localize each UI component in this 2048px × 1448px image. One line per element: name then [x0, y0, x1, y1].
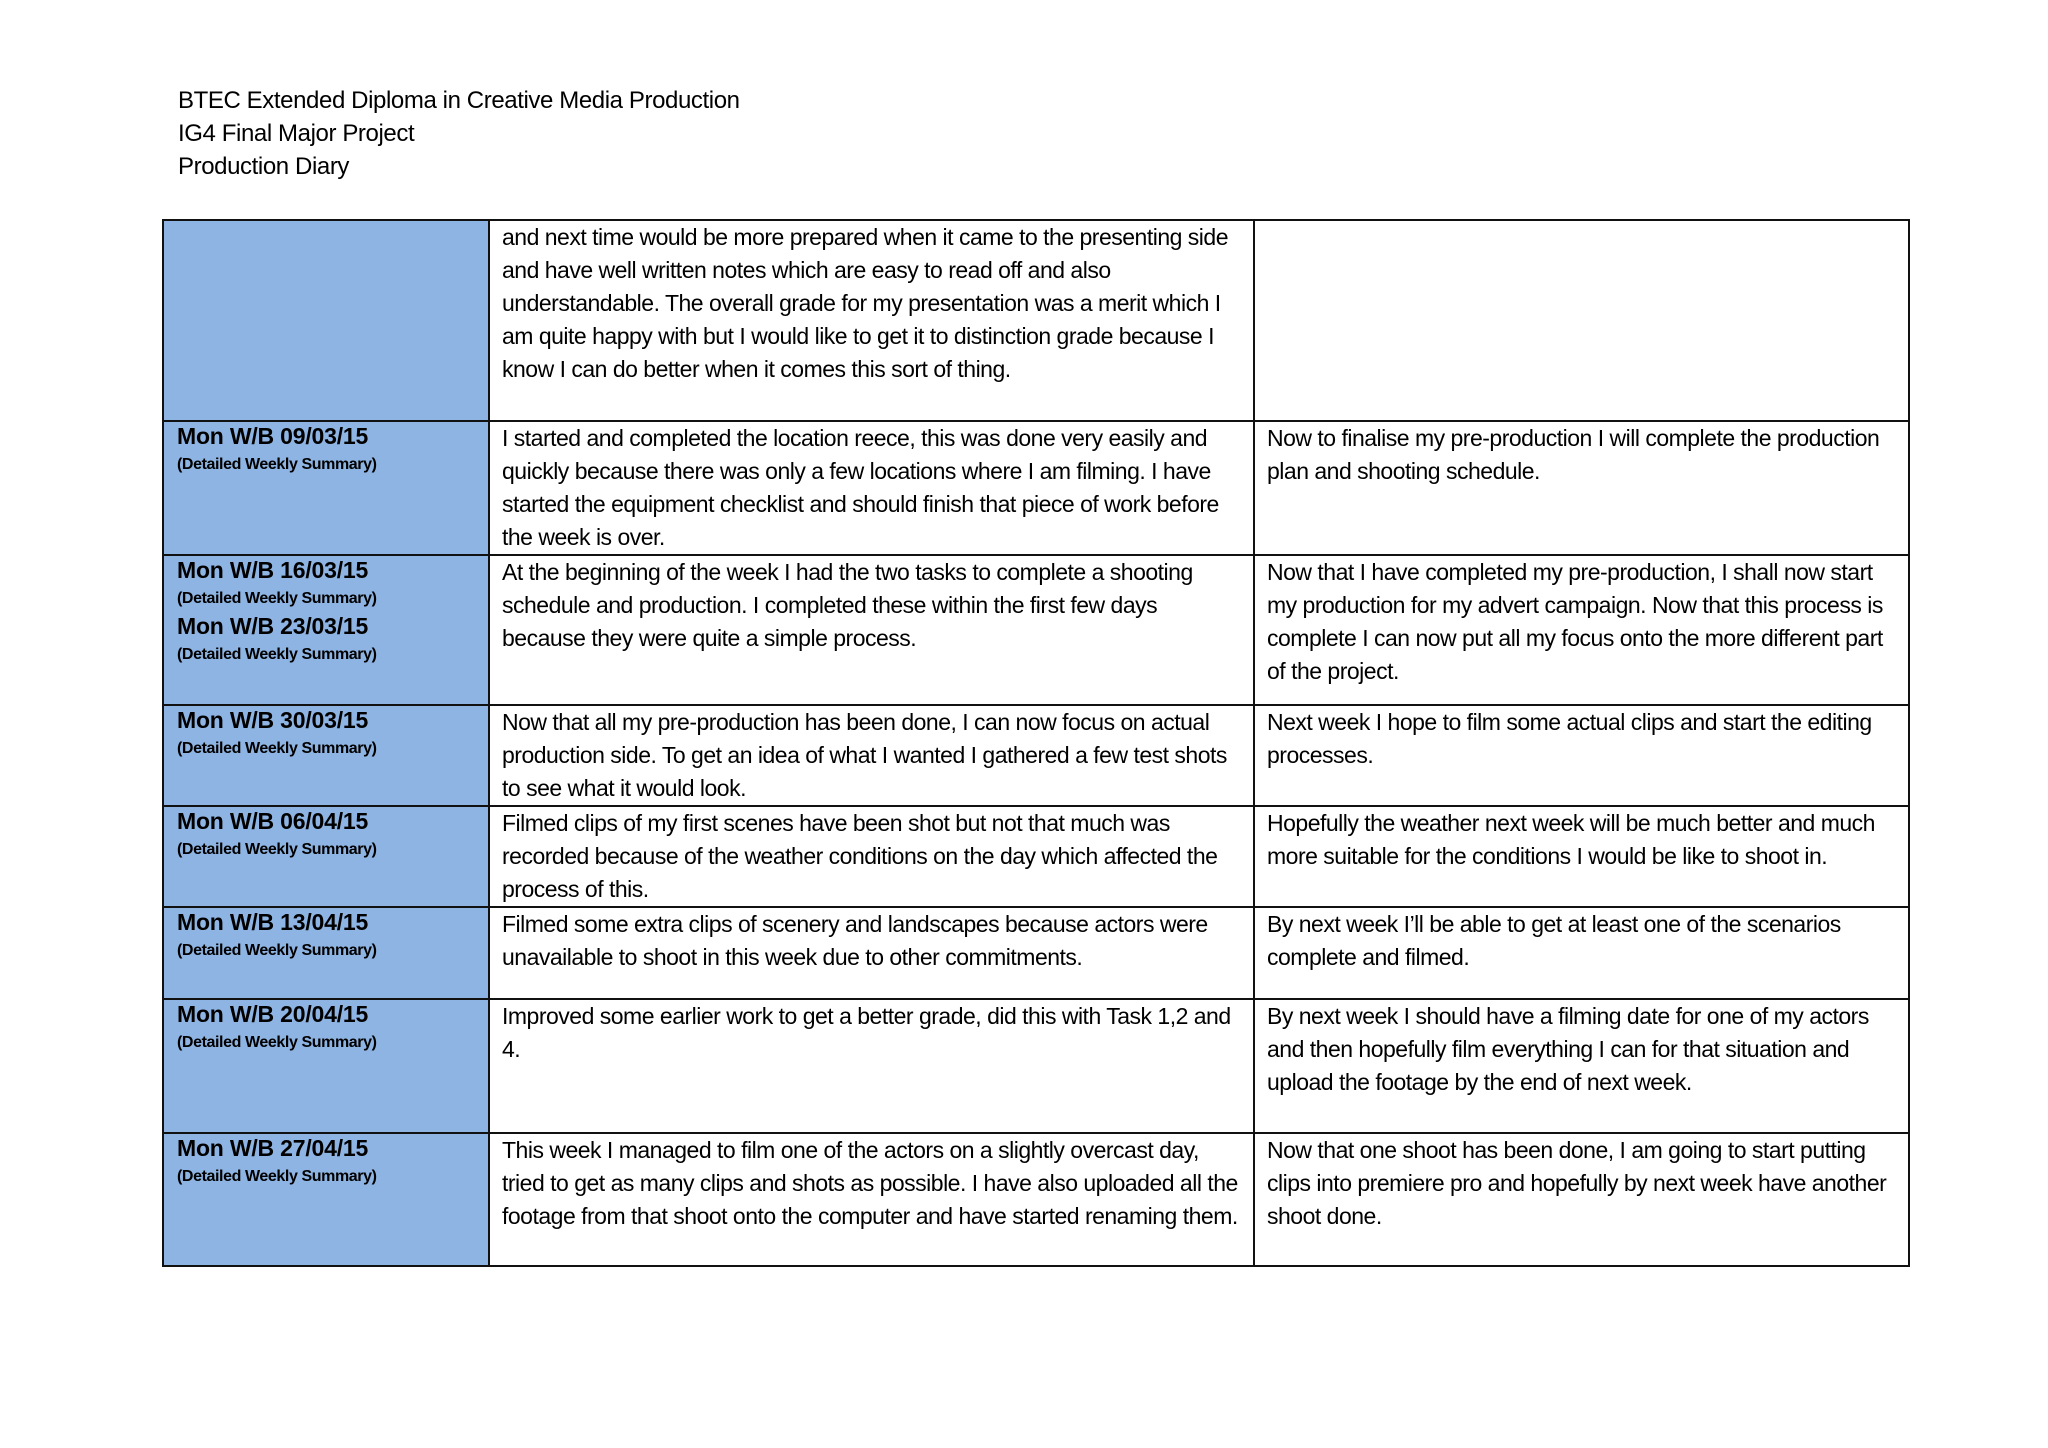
week-label: Mon W/B 30/03/15: [177, 707, 369, 733]
next-steps-text: By next week I should have a filming date for one of my actors and then hopefully film everything I can for that situation and upload the footage by the end of next week.: [1267, 1003, 1869, 1095]
week-cell: [163, 705, 489, 806]
progress-text: and next time would be more prepared when it came to the presenting side and have well written notes which are easy to read off and also understandable. The overall grade for my presentation was a merit which I am quite happy with but I would like to get it to distinction grade because I know I can do better when it comes this sort of thing.: [502, 224, 1228, 382]
summary-label: (Detailed Weekly Summary): [177, 942, 377, 959]
progress-cell: [489, 1133, 1254, 1266]
production-diary-table: [162, 219, 1910, 1267]
progress-cell: [489, 705, 1254, 806]
week-label-2: Mon W/B 23/03/15: [177, 613, 369, 639]
table-row: [163, 555, 1909, 705]
week-label: Mon W/B 09/03/15: [177, 423, 369, 449]
progress-text: Filmed some extra clips of scenery and landscapes because actors were unavailable to shoot in this week due to other commitments.: [502, 911, 1208, 970]
table-row: [163, 999, 1909, 1133]
summary-label: (Detailed Weekly Summary): [177, 1168, 377, 1185]
course-title: BTEC Extended Diploma in Creative Media Production: [178, 87, 740, 114]
progress-text: Improved some earlier work to get a better grade, did this with Task 1,2 and 4.: [502, 1003, 1231, 1062]
progress-text: Now that all my pre-production has been done, I can now focus on actual production side. To get an idea of what I wanted I gathered a few test shots to see what it would look.: [502, 709, 1227, 801]
summary-label: (Detailed Weekly Summary): [177, 456, 377, 473]
table-row: [163, 220, 1909, 421]
table-row: [163, 421, 1909, 555]
progress-cell: [489, 999, 1254, 1133]
table-row: [163, 806, 1909, 907]
summary-label: (Detailed Weekly Summary): [177, 590, 377, 607]
table-row: [163, 1133, 1909, 1266]
next-steps-cell: [1254, 999, 1909, 1133]
week-label: Mon W/B 13/04/15: [177, 909, 369, 935]
next-steps-text: By next week I’ll be able to get at least one of the scenarios complete and filmed.: [1267, 911, 1841, 970]
progress-text: At the beginning of the week I had the two tasks to complete a shooting schedule and production. I completed these within the first few days because they were quite a simple process.: [502, 559, 1193, 651]
summary-label-2: (Detailed Weekly Summary): [177, 646, 377, 663]
progress-cell: [489, 421, 1254, 555]
progress-cell: [489, 907, 1254, 999]
next-steps-cell: [1254, 220, 1909, 421]
summary-label: (Detailed Weekly Summary): [177, 841, 377, 858]
week-cell: [163, 220, 489, 421]
next-steps-cell: [1254, 421, 1909, 555]
progress-cell: [489, 555, 1254, 705]
next-steps-cell: [1254, 555, 1909, 705]
week-cell: [163, 555, 489, 705]
week-cell: [163, 806, 489, 907]
week-label: Mon W/B 06/04/15: [177, 808, 369, 834]
week-label: Mon W/B 20/04/15: [177, 1001, 369, 1027]
summary-label: (Detailed Weekly Summary): [177, 1034, 377, 1051]
document-title: Production Diary: [178, 153, 350, 180]
next-steps-cell: [1254, 705, 1909, 806]
table-row: [163, 705, 1909, 806]
document-header: [178, 84, 740, 183]
next-steps-cell: [1254, 907, 1909, 999]
next-steps-text: Now to finalise my pre-production I will complete the production plan and shooting schedule.: [1267, 425, 1880, 484]
next-steps-cell: [1254, 1133, 1909, 1266]
progress-text: Filmed clips of my first scenes have been shot but not that much was recorded because of the weather conditions on the day which affected the process of this.: [502, 810, 1218, 902]
project-title: IG4 Final Major Project: [178, 120, 415, 147]
progress-cell: [489, 220, 1254, 421]
week-label: Mon W/B 27/04/15: [177, 1135, 369, 1161]
next-steps-text: Next week I hope to film some actual clips and start the editing processes.: [1267, 709, 1872, 768]
table-row: [163, 907, 1909, 999]
next-steps-text: Hopefully the weather next week will be much better and much more suitable for the conditions I would be like to shoot in.: [1267, 810, 1875, 869]
week-cell: [163, 907, 489, 999]
progress-text: I started and completed the location reece, this was done very easily and quickly because there was only a few locations where I am filming. I have started the equipment checklist and should finish that piece of work before the week is over.: [502, 425, 1219, 550]
next-steps-text: Now that I have completed my pre-production, I shall now start my production for my advert campaign. Now that this process is complete I can now put all my focus onto the more different part of the project.: [1267, 559, 1883, 684]
week-label: Mon W/B 16/03/15: [177, 557, 369, 583]
week-cell: [163, 421, 489, 555]
progress-text: This week I managed to film one of the actors on a slightly overcast day, tried to get as many clips and shots as possible. I have also uploaded all the footage from that shoot onto the computer and have started renaming them.: [502, 1137, 1238, 1229]
week-cell: [163, 999, 489, 1133]
progress-cell: [489, 806, 1254, 907]
week-cell: [163, 1133, 489, 1266]
next-steps-text: Now that one shoot has been done, I am going to start putting clips into premiere pro and hopefully by next week have another shoot done.: [1267, 1137, 1887, 1229]
summary-label: (Detailed Weekly Summary): [177, 740, 377, 757]
next-steps-cell: [1254, 806, 1909, 907]
